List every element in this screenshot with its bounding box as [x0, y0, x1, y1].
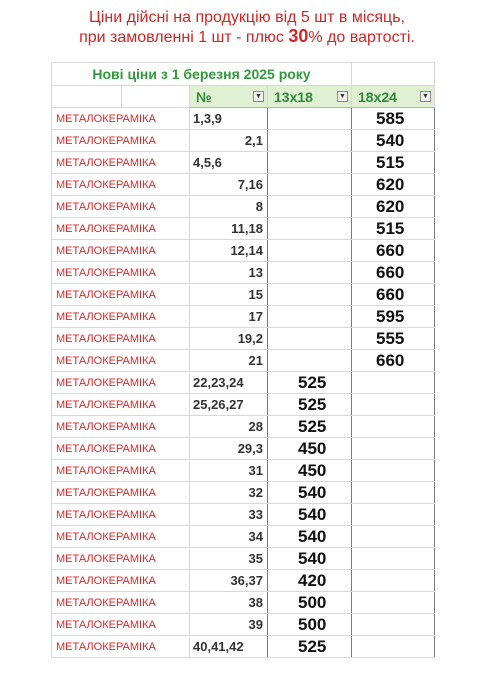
item-number: 40,41,42 [190, 636, 268, 658]
column-number[interactable] [190, 86, 268, 108]
table-row [52, 174, 435, 196]
product-name: МЕТАЛОКЕРАМІКА [52, 592, 190, 614]
price-table [51, 62, 435, 658]
table-row [52, 130, 435, 152]
item-number: 31 [190, 460, 268, 482]
table-title: Нові ціни з 1 березня 2025 року [52, 63, 352, 86]
price-notice [0, 8, 494, 47]
table-row [52, 438, 435, 460]
price-13x18 [268, 262, 352, 284]
price-18x24 [352, 614, 435, 636]
table-row [52, 636, 435, 658]
item-number: 29,3 [190, 438, 268, 460]
notice-line-2-text: при замовленні 1 шт - плюс [79, 29, 289, 46]
item-number: 11,18 [190, 218, 268, 240]
table-row [52, 460, 435, 482]
price-13x18: 540 [268, 504, 352, 526]
product-name: МЕТАЛОКЕРАМІКА [52, 438, 190, 460]
item-number: 28 [190, 416, 268, 438]
item-number: 12,14 [190, 240, 268, 262]
price-18x24: 660 [352, 284, 435, 306]
table-row [52, 482, 435, 504]
price-13x18 [268, 130, 352, 152]
product-name: МЕТАЛОКЕРАМІКА [52, 504, 190, 526]
filter-dropdown-icon[interactable]: ▼ [253, 91, 264, 102]
product-name: МЕТАЛОКЕРАМІКА [52, 306, 190, 328]
empty-cell [122, 86, 190, 108]
product-name: МЕТАЛОКЕРАМІКА [52, 394, 190, 416]
table-row [52, 614, 435, 636]
price-18x24: 555 [352, 328, 435, 350]
table-row [52, 306, 435, 328]
item-number: 39 [190, 614, 268, 636]
price-18x24: 660 [352, 350, 435, 372]
price-18x24 [352, 482, 435, 504]
empty-cell [352, 63, 435, 86]
column-18x24-label: 18x24 [358, 88, 397, 105]
item-number: 36,37 [190, 570, 268, 592]
item-number: 33 [190, 504, 268, 526]
item-number: 21 [190, 350, 268, 372]
item-number: 25,26,27 [190, 394, 268, 416]
product-name: МЕТАЛОКЕРАМІКА [52, 196, 190, 218]
item-number: 35 [190, 548, 268, 570]
price-18x24 [352, 548, 435, 570]
price-18x24: 540 [352, 130, 435, 152]
price-13x18: 540 [268, 526, 352, 548]
price-18x24 [352, 504, 435, 526]
price-13x18: 525 [268, 394, 352, 416]
table-row [52, 416, 435, 438]
product-name: МЕТАЛОКЕРАМІКА [52, 174, 190, 196]
price-13x18: 540 [268, 548, 352, 570]
item-number: 7,16 [190, 174, 268, 196]
table-row [52, 196, 435, 218]
price-18x24 [352, 636, 435, 658]
price-18x24 [352, 416, 435, 438]
table-row [52, 526, 435, 548]
item-number: 15 [190, 284, 268, 306]
item-number: 8 [190, 196, 268, 218]
item-number: 32 [190, 482, 268, 504]
product-name: МЕТАЛОКЕРАМІКА [52, 570, 190, 592]
price-18x24: 585 [352, 108, 435, 130]
price-13x18 [268, 350, 352, 372]
item-number: 17 [190, 306, 268, 328]
price-18x24: 620 [352, 196, 435, 218]
table-row [52, 504, 435, 526]
price-18x24 [352, 394, 435, 416]
price-13x18 [268, 152, 352, 174]
price-13x18 [268, 218, 352, 240]
price-13x18 [268, 174, 352, 196]
price-18x24 [352, 526, 435, 548]
empty-cell [52, 86, 122, 108]
item-number: 22,23,24 [190, 372, 268, 394]
column-18x24[interactable] [352, 86, 435, 108]
price-18x24 [352, 570, 435, 592]
price-18x24: 515 [352, 152, 435, 174]
product-name: МЕТАЛОКЕРАМІКА [52, 416, 190, 438]
table-row [52, 262, 435, 284]
item-number: 34 [190, 526, 268, 548]
price-13x18 [268, 108, 352, 130]
product-name: МЕТАЛОКЕРАМІКА [52, 152, 190, 174]
price-13x18: 525 [268, 636, 352, 658]
product-name: МЕТАЛОКЕРАМІКА [52, 460, 190, 482]
table-row [52, 394, 435, 416]
price-13x18: 450 [268, 438, 352, 460]
price-18x24 [352, 592, 435, 614]
product-name: МЕТАЛОКЕРАМІКА [52, 262, 190, 284]
product-name: МЕТАЛОКЕРАМІКА [52, 526, 190, 548]
product-name: МЕТАЛОКЕРАМІКА [52, 218, 190, 240]
notice-line-2-tail: % до вартості. [308, 29, 415, 46]
price-13x18: 540 [268, 482, 352, 504]
price-13x18: 450 [268, 460, 352, 482]
price-18x24: 660 [352, 262, 435, 284]
table-row [52, 284, 435, 306]
price-18x24: 660 [352, 240, 435, 262]
price-13x18 [268, 328, 352, 350]
table-row [52, 548, 435, 570]
price-13x18: 500 [268, 614, 352, 636]
table-row [52, 570, 435, 592]
price-13x18 [268, 196, 352, 218]
product-name: МЕТАЛОКЕРАМІКА [52, 284, 190, 306]
product-name: МЕТАЛОКЕРАМІКА [52, 130, 190, 152]
item-number: 2,1 [190, 130, 268, 152]
title-row [52, 63, 435, 86]
price-18x24 [352, 438, 435, 460]
column-number-label: № [196, 88, 212, 105]
price-13x18: 525 [268, 416, 352, 438]
item-number: 1,3,9 [190, 108, 268, 130]
product-name: МЕТАЛОКЕРАМІКА [52, 636, 190, 658]
price-18x24: 595 [352, 306, 435, 328]
price-13x18: 525 [268, 372, 352, 394]
price-18x24 [352, 372, 435, 394]
price-13x18 [268, 240, 352, 262]
price-18x24: 515 [352, 218, 435, 240]
product-name: МЕТАЛОКЕРАМІКА [52, 350, 190, 372]
notice-line-2 [0, 27, 494, 47]
price-13x18 [268, 306, 352, 328]
product-name: МЕТАЛОКЕРАМІКА [52, 482, 190, 504]
column-13x18[interactable] [268, 86, 352, 108]
header-row [52, 86, 435, 108]
product-name: МЕТАЛОКЕРАМІКА [52, 240, 190, 262]
table-row [52, 108, 435, 130]
table-row [52, 328, 435, 350]
product-name: МЕТАЛОКЕРАМІКА [52, 614, 190, 636]
price-18x24: 620 [352, 174, 435, 196]
product-name: МЕТАЛОКЕРАМІКА [52, 372, 190, 394]
table-row [52, 372, 435, 394]
table-row [52, 218, 435, 240]
column-13x18-label: 13x18 [274, 88, 313, 105]
product-name: МЕТАЛОКЕРАМІКА [52, 328, 190, 350]
filter-dropdown-icon[interactable]: ▼ [420, 91, 431, 102]
notice-line-1: Ціни дійсні на продукцію від 5 шт в місяць, [89, 9, 405, 26]
price-13x18: 500 [268, 592, 352, 614]
product-name: МЕТАЛОКЕРАМІКА [52, 108, 190, 130]
product-name: МЕТАЛОКЕРАМІКА [52, 548, 190, 570]
filter-dropdown-icon[interactable]: ▼ [337, 91, 348, 102]
price-18x24 [352, 460, 435, 482]
item-number: 38 [190, 592, 268, 614]
table-row [52, 240, 435, 262]
table-row [52, 592, 435, 614]
surcharge-percent: 30 [288, 26, 309, 46]
item-number: 13 [190, 262, 268, 284]
item-number: 19,2 [190, 328, 268, 350]
table-row [52, 152, 435, 174]
price-13x18 [268, 284, 352, 306]
table-row [52, 350, 435, 372]
price-13x18: 420 [268, 570, 352, 592]
item-number: 4,5,6 [190, 152, 268, 174]
